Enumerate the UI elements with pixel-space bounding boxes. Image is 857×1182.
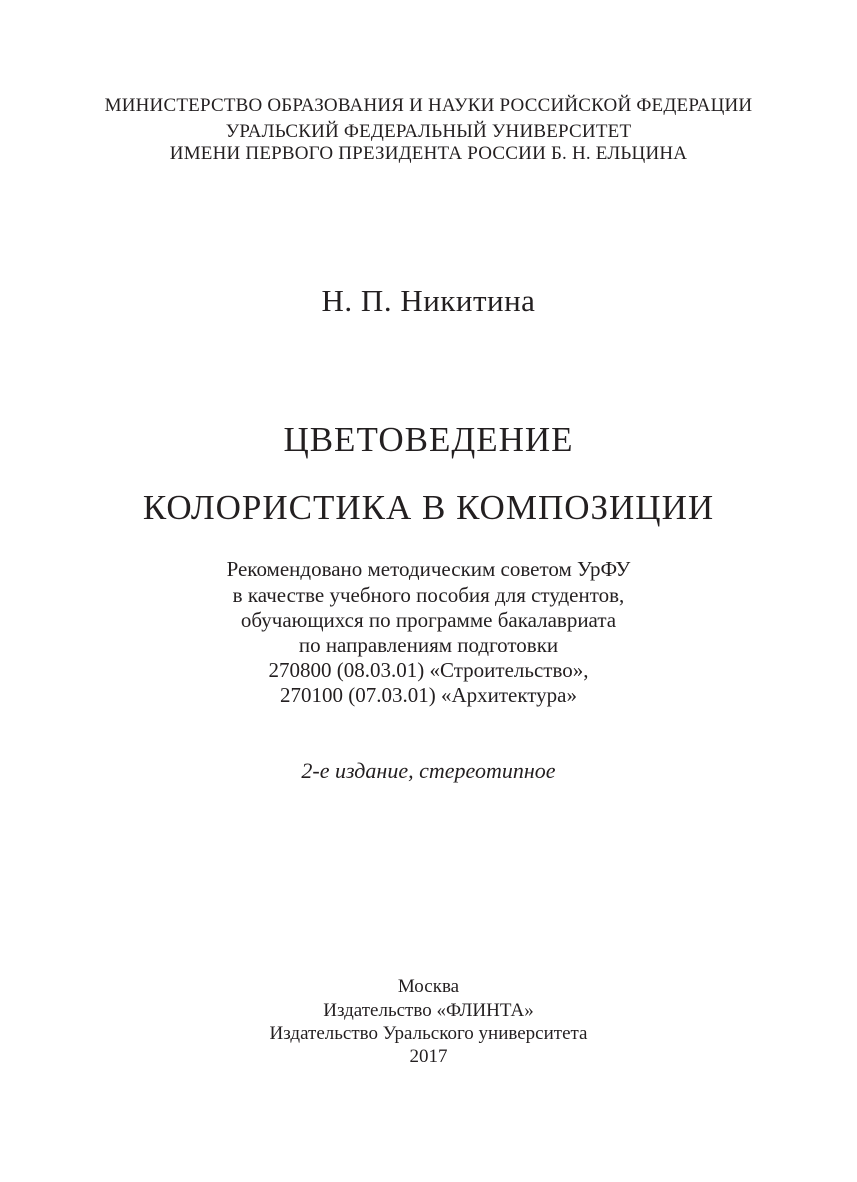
imprint-year: 2017 xyxy=(409,1046,448,1067)
recommendation-line: обучающихся по программе бакалавриата xyxy=(240,608,617,632)
author-name: Н. П. Никитина xyxy=(321,283,536,318)
university-line: УРАЛЬСКИЙ ФЕДЕРАЛЬНЫЙ УНИВЕРСИТЕТ xyxy=(225,121,632,142)
recommendation-line: Рекомендовано методическим советом УрФУ xyxy=(226,557,631,581)
university-name-line: ИМЕНИ ПЕРВОГО ПРЕЗИДЕНТА РОССИИ Б. Н. ЕЛЬЦИНА xyxy=(169,143,688,164)
imprint-city: Москва xyxy=(397,976,460,997)
imprint-publisher: Издательство «ФЛИНТА» xyxy=(323,1000,534,1021)
book-subtitle: КОЛОРИСТИКА В КОМПОЗИЦИИ xyxy=(142,488,715,527)
imprint-publisher-university: Издательство Уральского университета xyxy=(269,1023,588,1044)
edition-note: 2-е издание, стереотипное xyxy=(301,758,556,783)
recommendation-line: 270800 (08.03.01) «Строительство», xyxy=(268,658,589,682)
ministry-line: МИНИСТЕРСТВО ОБРАЗОВАНИЯ И НАУКИ РОССИЙСКОЙ ФЕДЕРАЦИИ xyxy=(104,95,753,116)
recommendation-line: 270100 (07.03.01) «Архитектура» xyxy=(279,683,578,707)
recommendation-line: в качестве учебного пособия для студентов, xyxy=(232,583,625,607)
book-title: ЦВЕТОВЕДЕНИЕ xyxy=(283,420,574,459)
recommendation-line: по направлениям подготовки xyxy=(298,633,559,657)
